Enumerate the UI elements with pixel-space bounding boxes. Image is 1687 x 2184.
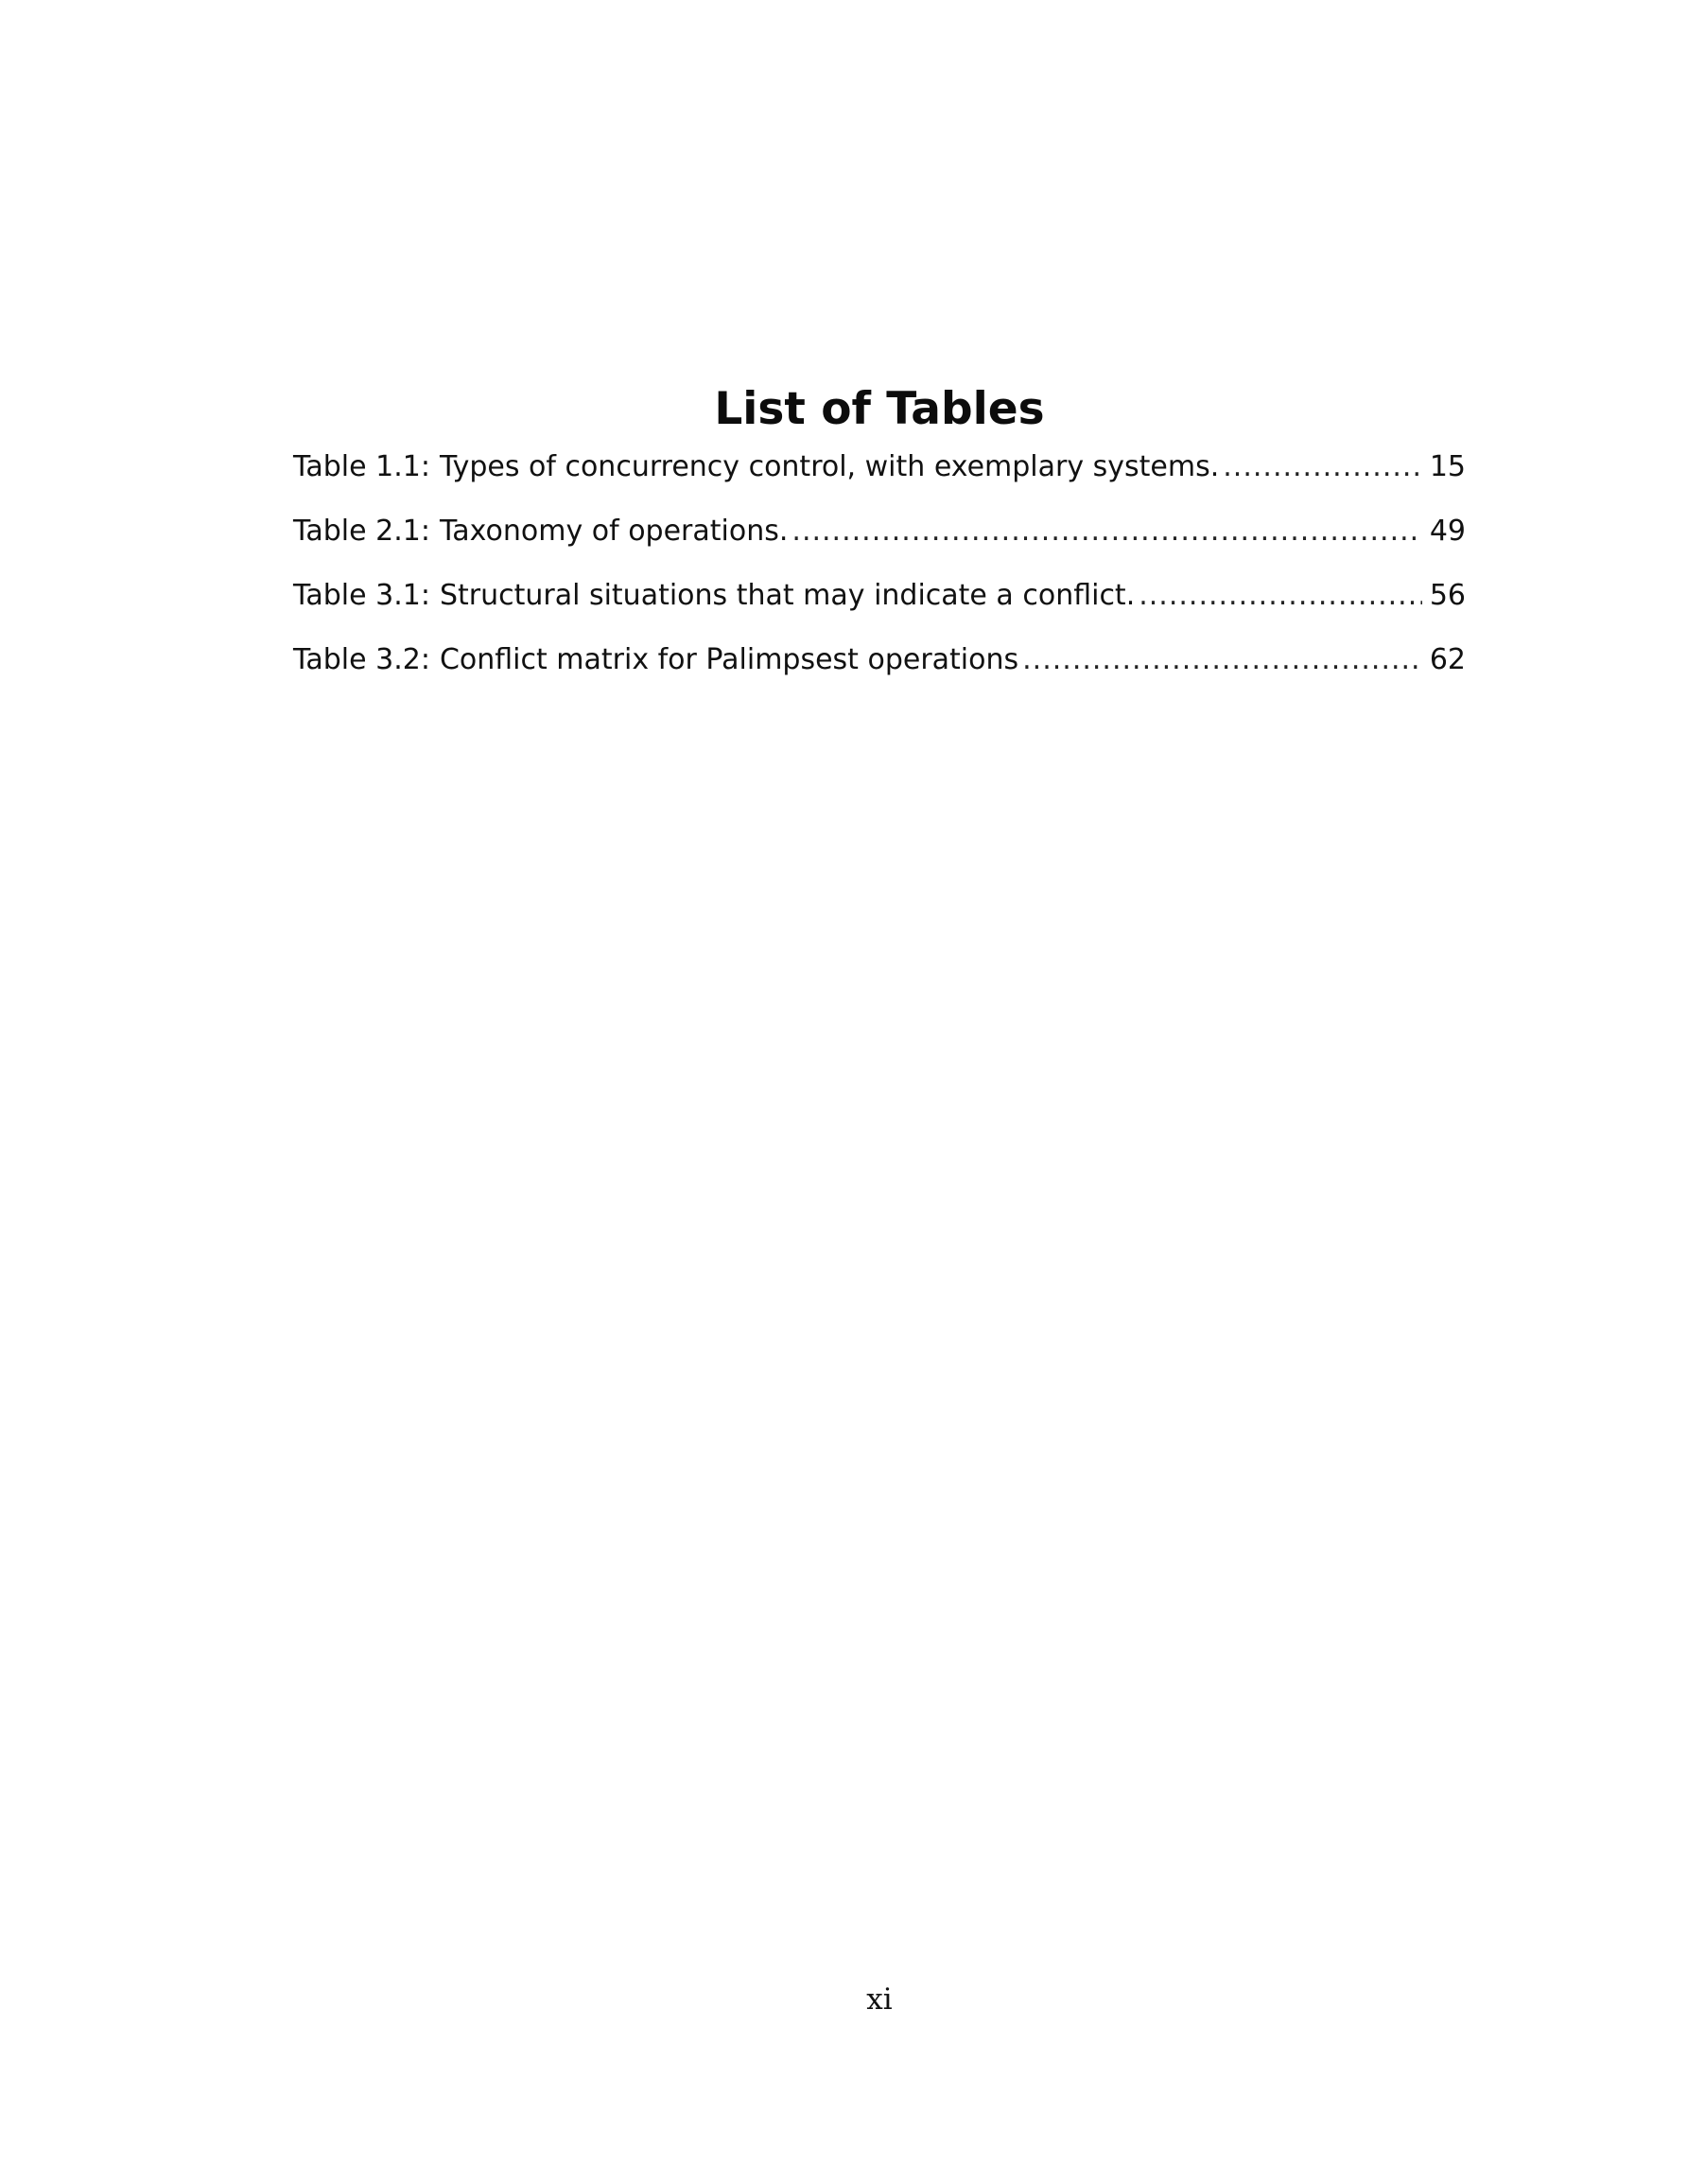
- toc-entry-table-1-1[interactable]: [293, 443, 1466, 507]
- entry-label: Table 3.1:: [293, 579, 430, 612]
- page-title: List of Tables: [714, 383, 1045, 436]
- dot-leader: [1139, 571, 1422, 620]
- entry-page-number: 56: [1429, 579, 1466, 612]
- list-of-tables: [293, 443, 1466, 700]
- entry-text: [293, 443, 1219, 492]
- entry-text: [293, 636, 1018, 685]
- entry-caption: Conflict matrix for Palimpsest operations: [439, 643, 1019, 676]
- entry-caption: Taxonomy of operations.: [439, 515, 789, 548]
- entry-label: Table 2.1:: [293, 515, 430, 548]
- entry-text: [293, 507, 788, 556]
- entry-caption: Structural situations that may indicate a conflict.: [439, 579, 1136, 612]
- entry-page-number: 49: [1429, 515, 1466, 548]
- page-folio: xi: [866, 1983, 893, 2017]
- dot-leader: [1022, 636, 1422, 685]
- entry-caption: Types of concurrency control, with exemplary systems.: [439, 450, 1220, 483]
- toc-entry-table-3-2[interactable]: [293, 636, 1466, 700]
- dot-leader: [791, 507, 1421, 556]
- dot-leader: [1223, 443, 1422, 492]
- entry-page-number: 15: [1429, 450, 1466, 483]
- entry-label: Table 1.1:: [293, 450, 430, 483]
- entry-label: Table 3.2:: [293, 643, 430, 676]
- toc-entry-table-2-1[interactable]: [293, 507, 1466, 571]
- entry-page-number: 62: [1429, 643, 1466, 676]
- entry-text: [293, 571, 1135, 620]
- toc-entry-table-3-1[interactable]: [293, 571, 1466, 636]
